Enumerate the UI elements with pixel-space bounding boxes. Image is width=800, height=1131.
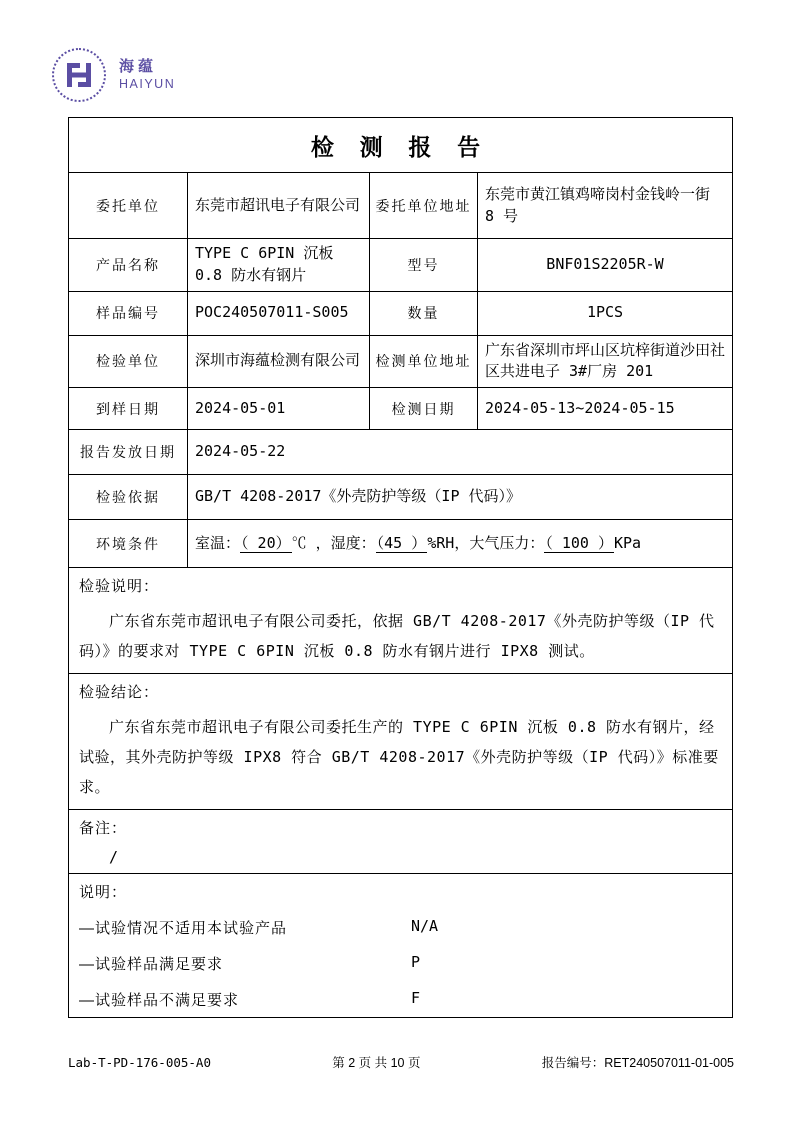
- sample-date-label: 到样日期: [69, 388, 188, 430]
- sample-no-value: POC240507011-S005: [188, 291, 370, 335]
- test-date-label: 检测日期: [370, 388, 478, 430]
- legend-item-label: —试验情况不适用本试验产品: [79, 920, 288, 937]
- haiyun-logo: [52, 48, 175, 102]
- test-basis-label: 检验依据: [69, 475, 188, 520]
- legend-item-label: —试验样品不满足要求: [79, 992, 240, 1009]
- legend-item: [79, 989, 722, 1010]
- sample-no-label: 样品编号: [69, 291, 188, 335]
- table-row: [69, 335, 733, 388]
- legend-heading: 说明：: [79, 884, 128, 901]
- haiyun-logo-mark: [52, 48, 106, 102]
- sample-date-value: 2024-05-01: [188, 388, 370, 430]
- remark-body: /: [109, 848, 119, 866]
- env-pressure-text: %RH，大气压力：: [427, 533, 545, 552]
- client-address-value: 东莞市黄江镇鸡啼岗村金钱岭一街 8 号: [478, 173, 733, 239]
- lab-value: 深圳市海蕴检测有限公司: [188, 335, 370, 388]
- legend-item-code: F: [411, 989, 421, 1007]
- client-value: 东莞市超讯电子有限公司: [188, 173, 370, 239]
- page-number: 第 2 页 共 10 页: [332, 1056, 421, 1070]
- report-table: [68, 117, 733, 1018]
- model-value: BNF01S2205R-W: [478, 239, 733, 292]
- env-pressure-unit: KPa: [614, 533, 642, 552]
- legend-item-label: —试验样品满足要求: [79, 956, 224, 973]
- table-row: [69, 239, 733, 292]
- client-address-label: 委托单位地址: [370, 173, 478, 239]
- client-label: 委托单位: [69, 173, 188, 239]
- legend-item-code: N/A: [411, 917, 439, 935]
- report-title-cell: [69, 118, 733, 173]
- env-pressure-value: （ 100 ）: [545, 533, 613, 552]
- table-row: [69, 810, 733, 874]
- env-temp-value: （ 20）: [241, 533, 291, 552]
- page-footer: [68, 1053, 734, 1071]
- test-description-body: 广东省东莞市超讯电子有限公司委托，依据 GB/T 4208-2017《外壳防护等级（IP 代码）》的要求对 TYPE C 6PIN 沉板 0.8 防水有钢片进行 IPX8 测试。: [79, 612, 715, 660]
- haiyun-h-icon: [64, 60, 94, 90]
- table-row: [69, 291, 733, 335]
- logo-name-en: HAIYUN: [119, 76, 176, 91]
- quantity-label: 数量: [370, 291, 478, 335]
- table-row: [69, 173, 733, 239]
- test-conclusion-heading: 检验结论：: [79, 684, 160, 701]
- test-basis-value: GB/T 4208-2017《外壳防护等级（IP 代码）》: [188, 475, 733, 520]
- env-conditions-label: 环境条件: [69, 520, 188, 568]
- lab-label: 检验单位: [69, 335, 188, 388]
- legend-section: [69, 874, 733, 1018]
- remark-section: [69, 810, 733, 874]
- report-number: 报告编号：RET240507011-01-005: [541, 1056, 734, 1070]
- issue-date-value: 2024-05-22: [188, 430, 733, 475]
- env-conditions-value: [188, 520, 733, 568]
- env-temp-text: 室温：: [195, 533, 241, 552]
- legend-item: [79, 917, 722, 938]
- legend-item-code: P: [411, 953, 421, 971]
- test-conclusion-section: [69, 674, 733, 810]
- product-name-value: TYPE C 6PIN 沉板 0.8 防水有钢片: [188, 239, 370, 292]
- logo-name-cn: 海蕴: [119, 57, 158, 75]
- lab-address-value: 广东省深圳市坪山区坑梓街道沙田社区共进电子 3#厂房 201: [478, 335, 733, 388]
- lab-address-label: 检测单位地址: [370, 335, 478, 388]
- report-title: 检 测 报 告: [310, 134, 491, 160]
- legend-item: [79, 953, 722, 974]
- test-date-value: 2024-05-13~2024-05-15: [478, 388, 733, 430]
- document-code: Lab-T-PD-176-005-A0: [68, 1055, 211, 1070]
- product-name-label: 产品名称: [69, 239, 188, 292]
- table-row: [69, 568, 733, 674]
- model-label: 型号: [370, 239, 478, 292]
- env-humidity-text: ℃ ，湿度：: [291, 533, 376, 552]
- remark-heading: 备注：: [79, 820, 128, 837]
- test-conclusion-body: 广东省东莞市超讯电子有限公司委托生产的 TYPE C 6PIN 沉板 0.8 防水有钢片，经试验，其外壳防护等级 IPX8 符合 GB/T 4208-2017《外壳防护等级（IP 代码）》标准要求。: [79, 718, 719, 796]
- table-row: [69, 430, 733, 475]
- quantity-value: 1PCS: [478, 291, 733, 335]
- table-row: [69, 674, 733, 810]
- issue-date-label: 报告发放日期: [69, 430, 188, 475]
- table-row: [69, 874, 733, 1018]
- haiyun-logo-text: [119, 58, 175, 92]
- table-row: [69, 388, 733, 430]
- test-description-heading: 检验说明：: [79, 578, 160, 595]
- table-row: [69, 520, 733, 568]
- env-humidity-value: （45 ）: [376, 533, 427, 552]
- table-row: [69, 475, 733, 520]
- test-description-section: [69, 568, 733, 674]
